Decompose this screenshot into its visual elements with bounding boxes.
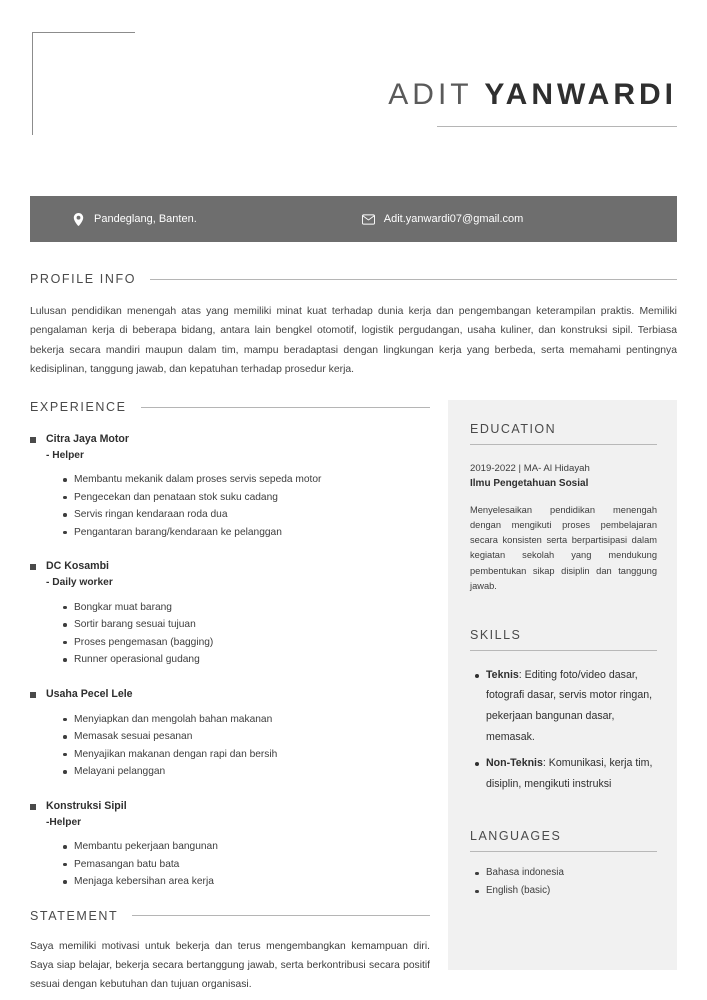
languages-section — [470, 829, 657, 900]
map-pin-icon — [72, 213, 85, 226]
experience-bullets — [30, 838, 430, 891]
last-name: YANWARDI — [484, 78, 677, 111]
list-item: Menjaga kebersihan area kerja — [74, 873, 430, 891]
experience-company: Usaha Pecel Lele — [46, 687, 133, 700]
list-item: Proses pengemasan (bagging) — [74, 634, 430, 652]
experience-bullets — [30, 599, 430, 669]
contact-location — [72, 213, 197, 226]
contact-bar — [30, 196, 677, 242]
list-item — [486, 665, 657, 748]
list-item: Bahasa indonesia — [486, 864, 657, 882]
education-period-school: 2019-2022 | MA- Al Hidayah — [470, 463, 590, 474]
section-rule — [470, 650, 657, 651]
square-bullet-icon — [30, 437, 36, 443]
statement-section — [30, 909, 430, 994]
experience-list — [30, 432, 430, 891]
list-item: Servis ringan kendaraan roda dua — [74, 506, 430, 524]
list-item: Memasak sesuai pesanan — [74, 728, 430, 746]
experience-company: Citra Jaya Motor — [46, 433, 130, 445]
experience-role: - Helper — [46, 449, 84, 461]
square-bullet-icon — [30, 804, 36, 810]
list-item: Pengecekan dan penataan stok suku cadang — [74, 489, 430, 507]
list-item: Melayani pelanggan — [74, 763, 430, 781]
list-item: Pemasangan batu bata — [74, 856, 430, 874]
languages-list — [470, 864, 657, 900]
section-rule — [132, 915, 430, 916]
languages-title: LANGUAGES — [470, 828, 562, 843]
skills-section — [470, 628, 657, 795]
corner-bracket-decoration — [32, 32, 135, 135]
list-item: Menyajikan makanan dengan rapi dan bersih — [74, 746, 430, 764]
experience-role: - Daily worker — [46, 577, 113, 589]
education-title: EDUCATION — [470, 422, 557, 436]
skill-label: Non-Teknis — [486, 757, 543, 770]
profile-info-title: PROFILE INFO — [30, 272, 137, 286]
resume-header — [0, 0, 707, 170]
skill-value: : Editing foto/video dasar, fotografi dasar, servis motor ringan, pekerjaan bangunan dasar, memasak. — [486, 668, 653, 743]
list-item — [486, 753, 657, 794]
statement-text: Saya memiliki motivasi untuk bekerja dan terus mengembangkan kemampuan diri. Saya siap belajar, bekerja secara bertanggung jawab, serta berkontribusi secara positif sesuai dengan kebutuhan dan tujuan organisasi. — [30, 940, 430, 990]
list-item: Bongkar muat barang — [74, 599, 430, 617]
skill-label: Teknis — [486, 668, 519, 681]
square-bullet-icon — [30, 692, 36, 698]
experience-item — [30, 432, 430, 541]
section-rule — [141, 407, 430, 408]
contact-location-text: Pandeglang, Banten. — [94, 213, 197, 225]
skills-list — [470, 665, 657, 795]
section-rule — [150, 279, 677, 280]
experience-company: DC Kosambi — [46, 560, 109, 573]
education-description: Menyelesaikan pendidikan menengah dengan mengikuti proses pembelajaran secara konsisten serta berpartisipasi dalam kegiatan sekolah yang mendukung pembentukan sikap disiplin dan tanggung jawab. — [470, 505, 657, 591]
statement-title: STATEMENT — [30, 908, 119, 923]
profile-info-header — [30, 272, 677, 286]
name-block — [388, 78, 677, 127]
name-underline — [437, 126, 677, 127]
contact-email-text: Adit.yanwardi07@gmail.com — [383, 213, 524, 225]
list-item: Pengantaran barang/kendaraan ke pelanggan — [74, 524, 430, 542]
profile-info-text: Lulusan pendidikan menengah atas yang memiliki minat kuat terhadap dunia kerja dan pengembangan keterampilan praktis. Memiliki pengalaman kerja di beberapa bidang, antara lain bengkel otomotif, logistik pergudangan, usaha kuliner, dan konstruksi sipil. Terbiasa bekerja secara mandiri maupun dalam tim, mampu beradaptasi dengan lingkungan kerja yang berbeda, serta memahami pentingnya kedisiplinan, tanggung jawab, dan kepatuhan terhadap prosedur kerja. — [30, 306, 677, 375]
experience-item — [30, 559, 430, 668]
profile-info-section — [30, 272, 677, 379]
envelope-icon — [362, 213, 375, 226]
first-name: ADIT — [388, 78, 473, 111]
skill-value: : Komunikasi, kerja tim, disiplin, mengikuti instruksi — [486, 757, 653, 790]
experience-bullets — [30, 471, 430, 541]
list-item: Membantu pekerjaan bangunan — [74, 838, 430, 856]
experience-bullets — [30, 711, 430, 781]
experience-title: EXPERIENCE — [30, 400, 127, 414]
experience-role: -Helper — [46, 816, 82, 828]
experience-header — [30, 400, 430, 414]
education-major: Ilmu Pengetahuan Sosial — [470, 478, 589, 490]
list-item: Sortir barang sesuai tujuan — [74, 616, 430, 634]
experience-item — [30, 799, 430, 891]
experience-item — [30, 687, 430, 781]
education-section — [470, 422, 657, 594]
list-item: English (basic) — [486, 882, 657, 900]
right-column — [448, 400, 677, 970]
list-item: Membantu mekanik dalam proses servis sepeda motor — [74, 471, 430, 489]
experience-company: Konstruksi Sipil — [46, 799, 127, 812]
list-item: Runner operasional gudang — [74, 651, 430, 669]
square-bullet-icon — [30, 564, 36, 570]
contact-email — [362, 213, 524, 226]
section-rule — [470, 851, 657, 852]
section-rule — [470, 444, 657, 445]
list-item: Menyiapkan dan mengolah bahan makanan — [74, 711, 430, 729]
left-column — [30, 400, 430, 994]
statement-header — [30, 909, 430, 923]
skills-title: SKILLS — [470, 627, 522, 642]
